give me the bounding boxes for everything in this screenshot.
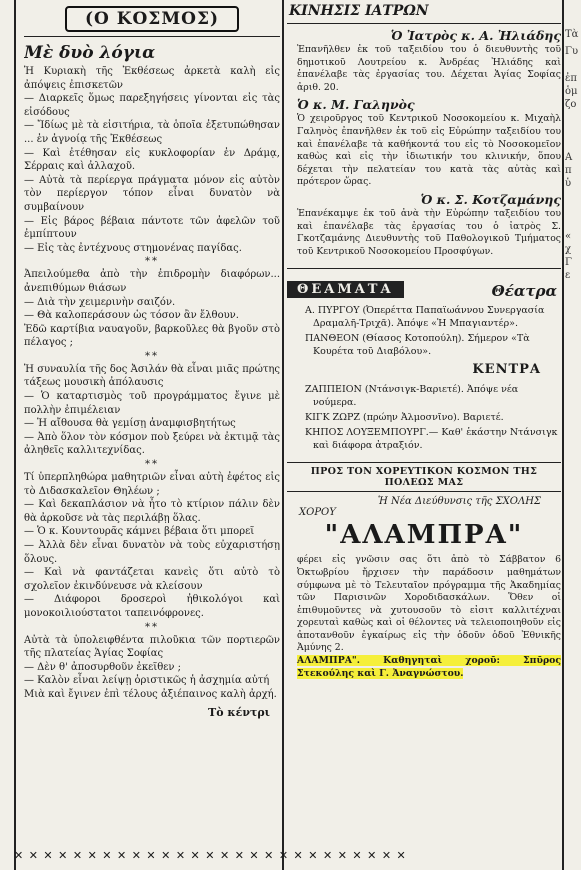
paragraph: Μιὰ καὶ ἔγινεν ἐπὶ τέλους ἀξιέπαινος καλὴ ἀρχή. <box>24 688 277 700</box>
section-rule <box>287 268 561 269</box>
separator-stars: ** <box>145 459 159 471</box>
header-rule <box>287 23 561 24</box>
paragraph: — Διαρκεῖς ὅμως παρεξηγήσεις γίνονται εἰς τὰς εἰσόδους <box>24 93 280 118</box>
edge-fragment: Α <box>565 152 573 163</box>
paragraph: Ἡ συναυλία τῆς δος Ἀσιλάν θὰ εἶναι μιᾶς πρώτης τάξεως μουσικὴ ἀπόλαυσις <box>24 363 280 389</box>
separator-stars: ** <box>145 256 159 268</box>
paragraph: — Ἴδίως μὲ τὰ εἰσιτήρια, τὰ ὁποῖα ἐξετυπώθησαν ... ἐν ἀγνοίᾳ τῆς Ἐκθέσεως <box>24 120 280 145</box>
theatre-listing: Α. ΠΥΡΓΟΥ (Ὀπερέττα Παπαϊωάννου Συνεργασία Δραμαλῆ-Τριχᾶ). Ἀπόψε «Ἡ Μπαγιαντέρ». <box>305 305 545 330</box>
middle-column <box>287 0 561 870</box>
paragraph: — Ἀπὸ ὅλον τὸν κόσμον ποὺ ξεύρει νὰ ἐκτιμᾷ τὰς ἀληθεῖς καλλιτεχνίδας. <box>24 431 280 457</box>
left-column <box>24 0 280 870</box>
paragraph: — Εἰς βάρος βέβαια πάντοτε τῶν ἀφελῶν τοῦ ἐμπίπτουν <box>24 215 280 241</box>
paragraph: — Ὁ καταρτισμὸς τοῦ προγράμματος ἔγινε μὲ πολλὴν ἐπιμέλειαν <box>24 391 280 416</box>
column-rule-right <box>562 0 564 870</box>
separator-stars: ** <box>145 621 159 633</box>
doctor-item-head: Ὁ κ. Μ. Γαληνὸς <box>297 97 415 113</box>
separator-stars: ** <box>145 350 159 362</box>
edge-fragment: Τὰ <box>565 29 579 40</box>
centre-listing: ΚΗΠΟΣ ΛΟΥΞΕΜΠΟΥΡΓ.— Καθ' ἑκάστην Ντάνσιγκ καὶ διάφορα ἀτραξιόν. <box>305 427 558 452</box>
masthead-rule <box>24 36 280 37</box>
edge-fragment: ἐπ <box>565 73 577 84</box>
edge-fragment: ζο <box>565 99 577 110</box>
paragraph: Ἡ Κυριακὴ τῆς Ἐκθέσεως ἀρκετὰ καλὴ εἰς ἀπόψεις ἐπισκετῶν <box>24 66 280 91</box>
theatre-listing: ΠΑΝΘΕΟΝ (Θίασος Κοτοπούλη). Σήμερον «Τὰ Κουρέτα τοῦ Διαβόλου». <box>305 333 530 358</box>
theatre-subheader: Θέατρα <box>491 282 557 301</box>
edge-fragment: χ <box>565 244 572 255</box>
edge-fragment: ε <box>565 270 571 281</box>
paragraph: — Ἀλλὰ δὲν εἶναι δυνατὸν νὰ τοὺς εὐχαριστήσῃ ὅλους. <box>24 540 280 565</box>
column-rule-middle <box>282 0 284 870</box>
paragraph: — Αὐτὰ τὰ περίεργα πράγματα μόνον εἰς αὐτὸν τὸν περίεργον τόπον εἶναι δυνατὸν νὰ συμβαίνουν <box>24 174 280 213</box>
paragraph: — Ἡ αἴθουσα θὰ γεμίσῃ ἀναμφισβητήτως <box>24 418 236 430</box>
edge-fragment: Γ <box>565 257 572 268</box>
paragraph: — Δὲν θ' ἀποσυρθοῦν ἐκεῖθεν ; <box>24 661 182 673</box>
doctor-item-body: Ἐπανέκαμψε ἐκ τοῦ ἀνὰ τὴν Εὐρώπην ταξειδίου του καὶ ἐπανέλαβε τὰς ἐργασίας του ὁ ἰατρὸς Σ. Γκοτζαμάνης Διευθυντὴς τοῦ Παθολογικοῦ Τμήματος τοῦ Κεντρικοῦ Νοσοκομείου Προσφύγων. <box>297 207 561 257</box>
edge-fragment: ὑ <box>565 178 572 189</box>
paragraph: Αὐτὰ τὰ ὑπολειφθέντα πιλοῦκια τῶν πορτιερῶν τῆς πλατείας Ἁγίας Σοφίας <box>24 634 280 660</box>
highlighted-text: ΑΛΑΜΠΡΑ". Καθηγηταὶ χοροῦ: Σπῦρος Στεκούλης καὶ Γ. Ἀναγνώστου. <box>297 655 561 679</box>
paragraph: — Καλὸν εἶναι λείψῃ ὁριστικῶς ἡ ἀσχημία αὐτή <box>24 675 270 687</box>
edge-fragment: « <box>565 231 572 242</box>
doctor-item-body: Ἐπανῆλθεν ἐκ τοῦ ταξειδίου του ὁ διευθυντὴς τοῦ δημοτικοῦ Λουτρείου κ. Ἀνδρέας Ἠλιάδης καὶ ἐπανέλαβε τὰς ἐργασίας του. Δέχεται Ἁγίας Σοφίας ἀριθ. 20. <box>297 44 561 93</box>
section-title: Μὲ δυὸ λόγια <box>24 43 156 63</box>
edge-column-fragment <box>565 0 581 870</box>
edge-fragment: ὁμ <box>565 86 578 97</box>
paragraph: — Ὁ κ. Κουντουρᾶς κάμνει βέβαια ὅτι μπορεῖ <box>24 526 255 538</box>
paragraph: — Διὰ τὴν χειμερινὴν σαιζόν. <box>24 296 176 308</box>
paragraph: — Καὶ νὰ φαντάζεται κανεὶς ὅτι αὐτὸ τὸ σχολεῖον ἐκινδύνευσε νὰ κλείσουν <box>24 567 280 592</box>
dance-notice-highlight <box>287 655 561 680</box>
paragraph: Ἐδῶ καρτίβια ναυαγοῦν, βαρκοῦλες θὰ βγοῦν στὸ πέλαγος ; <box>24 323 280 349</box>
doctor-item-head: Ὁ κ. Σ. Κοτζαμάνης <box>420 191 561 207</box>
dance-notice-body: φέρει εἰς γνῶσιν σας ὅτι ἀπὸ τὸ Σάββατον 6 Ὀκτωβρίου ἤρχισεν τὴν παράδοσιν μαθημάτων σύμφωνα μὲ τὸ Τελευταῖον πρόγραμμα τῆς Ἀκαδημίας τῶν Παρισινῶν Χοροδιδασκάλων. Ὅθεν οἱ ἐπιθυμοῦντες νὰ χυτουσοῦν τὸ εἰσιτ καλλιτέχναι χορευταὶ καθὼς καὶ οἱ θέλοντες νὰ τελειοποιηθοῦν εἰς ἀποτανθοῦν ἐγκαίρως εἰς τὴν ὁδοῦν ὁδοῦ Ἐθνικῆς Ἀμύνης 2. <box>297 554 561 654</box>
bottom-ornament-border: ✕ ✕ ✕ ✕ ✕ ✕ ✕ ✕ ✕ ✕ ✕ ✕ ✕ ✕ ✕ ✕ ✕ ✕ ✕ ✕ ✕ ✕ ✕ ✕ ✕ ✕ ✕ <box>14 849 407 862</box>
centre-listing: ΖΑΠΠΕΙΟΝ (Ντάνσιγκ-Βαριετέ). Ἀπόψε νέα νούμερα. <box>305 384 519 409</box>
column-rule-left <box>14 0 16 870</box>
dance-notice-title: ΠΡΟΣ ΤΟΝ ΧΟΡΕΥΤΙΚΟΝ ΚΟΣΜΟΝ ΤΗΣ ΠΟΛΕΩΣ ΜΑΣ <box>287 462 561 492</box>
dance-school-name: "ΑΛΑΜΠΡΑ" <box>324 520 524 551</box>
theatre-section-header: ΘΕΑΜΑΤΑ <box>287 281 404 298</box>
centre-listing: ΚΙΓΚ ΖΩΡΖ (πρώην Ἀλμοσνῖνο). Βαριετέ. <box>305 412 504 424</box>
paragraph: — Διάφοροι δροσεροὶ ἠθικολόγοι καὶ μονοκοιλιούστατοι ταπεινόφρονες. <box>24 594 280 619</box>
paragraph: Ἀπειλούμεθα ἀπὸ τὴν ἐπιδρομὴν διαφόρων... ἀνεπιθύμων θιάσων <box>24 269 280 294</box>
edge-fragment: π <box>565 165 572 176</box>
dance-notice-school-line2: ΧΟΡΟΥ <box>299 507 336 519</box>
doctor-item-head: Ὁ Ἰατρὸς κ. Α. Ἠλιάδης <box>390 28 561 43</box>
masthead: (Ο ΚΟΣΜΟΣ) <box>65 6 239 32</box>
centres-subheader: ΚΕΝΤΡΑ <box>472 362 541 378</box>
paragraph: — Καὶ ἐτέθησαν εἰς κυκλοφορίαν ἐν Δράμᾳ, Σέρραις καὶ ἀλλαχοῦ. <box>24 147 280 173</box>
paragraph: — Καὶ δεκαπλάσιον νὰ ἦτο τὸ κτίριον πάλιν δὲν θὰ ἀρκοῦσε νὰ τὰς περιλάβῃ ὅλας. <box>24 499 280 524</box>
doctor-item-body: Ὁ χειροῦργος τοῦ Κεντρικοῦ Νοσοκομείου κ. Μιχαὴλ Γαληνὸς ἐπανῆλθεν ἐκ τοῦ εἰς Εὐρώπην ταξειδίου του καὶ ἐπανέλαβε τὰ καθήκοντά του εἰς τὸ Νοσοκομεῖον καθὼς καὶ εἰς τὴν ἰδιωτικήν του κλινικήν, ὅπου δέχεται τὴν πελατείαν του κατὰ τὰς αὐτὰς καὶ πρότερον ὥρας. <box>297 113 561 188</box>
paragraph: Τί ὑπερπληθώρα μαθητριῶν εἶναι αὐτὴ ἐφέτος εἰς τὸ Διδασκαλεῖον Θηλέων ; <box>24 472 280 497</box>
doctors-section-header: ΚΙΝΗΣΙΣ ΙΑΤΡΩΝ <box>289 3 429 19</box>
column-signature: Τὸ κέντρι <box>208 705 270 719</box>
paragraph: — Θὰ καλοπεράσουν ὡς τόσον ἂν ἔλθουν. <box>24 310 239 322</box>
dance-notice-school: Ἡ Νέα Διεύθυνσις τῆς ΣΧΟΛΗΣ <box>377 496 541 508</box>
paragraph: — Εἰς τὰς ἐντέχνους στημονένας παγίδας. <box>24 242 242 254</box>
edge-fragment: Γυ <box>565 46 579 57</box>
